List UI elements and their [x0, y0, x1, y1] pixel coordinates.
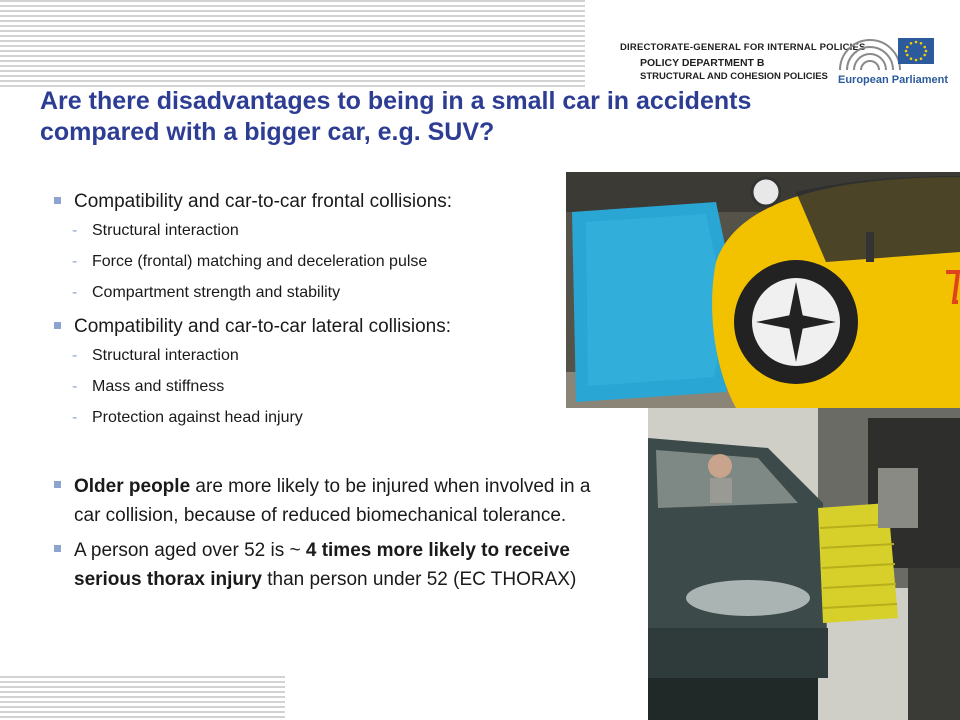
decorative-stripes-top [0, 0, 585, 88]
slide-title [40, 86, 920, 148]
bullet-bold-text: 4 times more likely to receive serious thorax injury [74, 540, 570, 590]
institution-name: European Parliament [838, 74, 949, 86]
side-crash-test-photo [648, 408, 960, 720]
dash-marker: - [72, 409, 78, 426]
headlight [686, 580, 810, 616]
frontal-crash-test-photo [566, 172, 960, 408]
bullet-text: are more likely to be injured when involved in a car collision, because of reduced biomechanical tolerance. [74, 476, 591, 526]
sub-bullet [52, 345, 592, 367]
bullet-marker-icon [54, 322, 61, 329]
bullet-marker-icon [54, 481, 61, 488]
title-line-2: compared with a bigger car, e.g. SUV? [40, 118, 495, 146]
bullet-text: Compatibility and car-to-car lateral collisions: [74, 316, 451, 337]
bullet-marker-icon [54, 545, 61, 552]
test-light [752, 178, 780, 206]
bullet-frontal-collisions [52, 188, 592, 215]
bullet-age-thorax [52, 536, 592, 594]
sub-bullet-text: Force (frontal) matching and deceleration pulse [92, 253, 428, 270]
sub-bullet [52, 407, 592, 429]
dash-marker: - [72, 284, 78, 301]
spacer [52, 438, 592, 472]
header-logo [620, 30, 949, 90]
dash-marker: - [72, 378, 78, 395]
bullet-lateral-collisions [52, 313, 592, 340]
title-line-1: Are there disadvantages to being in a small car in accidents [40, 87, 752, 115]
dash-marker: - [72, 347, 78, 364]
sub-bullet [52, 251, 592, 273]
sub-bullet-text: Protection against head injury [92, 409, 303, 426]
directorate-label: DIRECTORATE-GENERAL FOR INTERNAL POLICIES [620, 42, 866, 53]
sub-bullet-text: Compartment strength and stability [92, 284, 341, 301]
dash-marker: - [72, 222, 78, 239]
bullet-older-people [52, 472, 592, 530]
decorative-stripes-bottom [0, 676, 285, 720]
sub-bullet-text: Mass and stiffness [92, 378, 225, 395]
department-label: POLICY DEPARTMENT B [640, 57, 765, 69]
sub-bullet [52, 376, 592, 398]
dummy-head [708, 454, 732, 478]
content-bullets [52, 188, 592, 600]
bullet-text: Compatibility and car-to-car frontal collisions: [74, 191, 453, 212]
sub-bullet-text: Structural interaction [92, 222, 239, 239]
sub-department-label: STRUCTURAL AND COHESION POLICIES [640, 71, 828, 82]
bullet-text: than person under 52 (EC THORAX) [261, 569, 577, 590]
sub-bullet-text: Structural interaction [92, 347, 239, 364]
bullet-text: A person aged over 52 is ~ [74, 540, 306, 561]
bullet-bold-text: Older people [74, 476, 191, 497]
sub-bullet [52, 282, 592, 304]
sub-bullet [52, 220, 592, 242]
dash-marker: - [72, 253, 78, 270]
bullet-marker-icon [54, 197, 61, 204]
